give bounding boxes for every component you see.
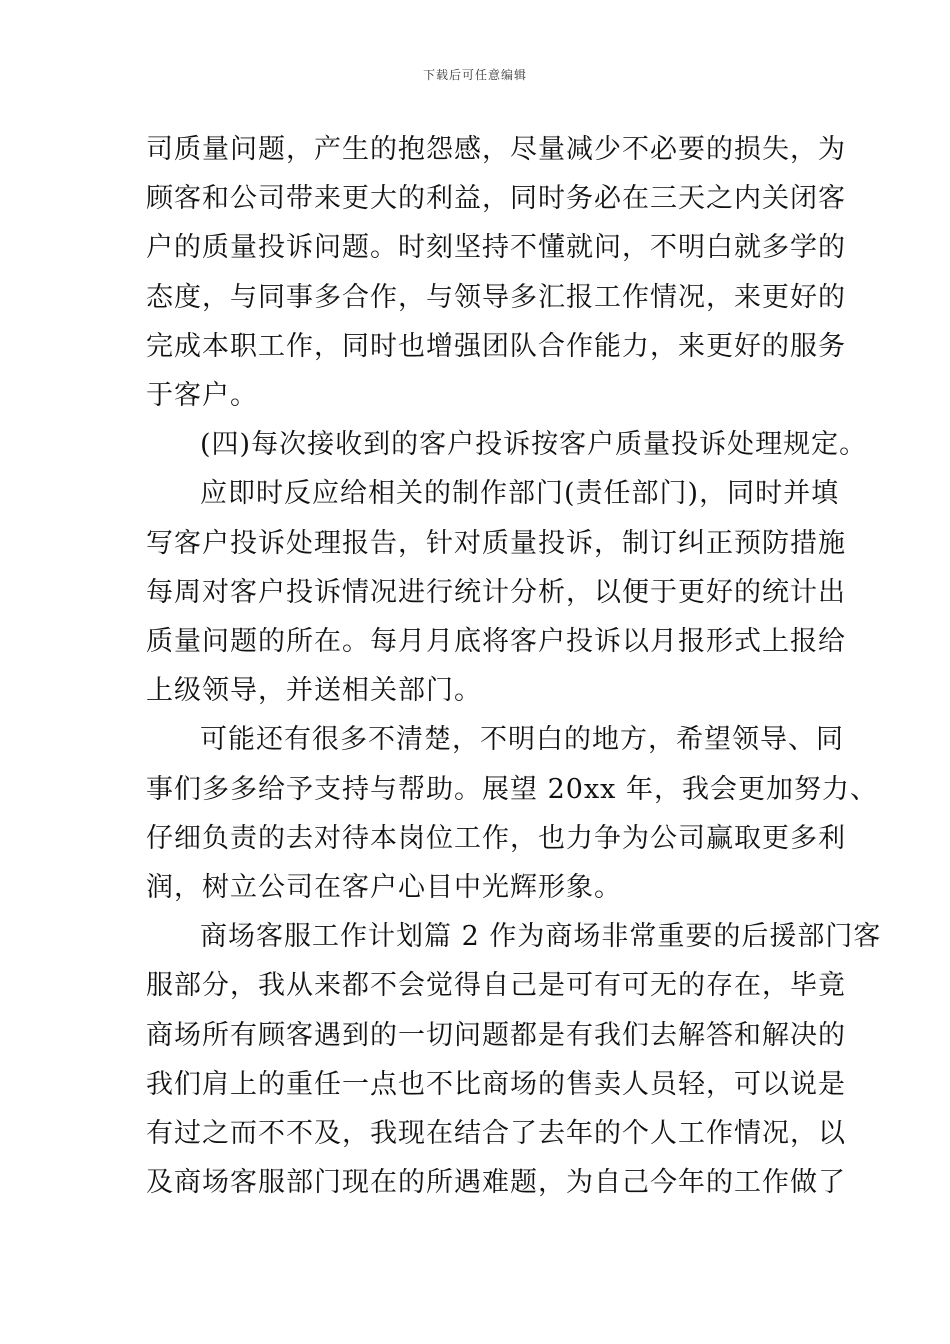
- paragraph-first-line: 可能还有很多不清楚，不明白的地方，希望领导、同: [200, 724, 844, 756]
- paragraph-line: 户的质量投诉问题。时刻坚持不懂就问，不明白就多学的: [146, 232, 846, 264]
- paragraph-line: 商场所有顾客遇到的一切问题都是有我们去解答和解决的: [146, 1019, 846, 1051]
- paragraph-line: 态度，与同事多合作，与领导多汇报工作情况，来更好的: [146, 281, 846, 313]
- paragraph-line: 于客户。: [146, 380, 258, 411]
- header-note: 下载后可任意编辑: [422, 68, 527, 82]
- paragraph-line: 顾客和公司带来更大的利益，同时务必在三天之内关闭客: [146, 183, 846, 215]
- paragraph-line: 上级领导，并送相关部门。: [146, 675, 482, 707]
- paragraph-line: 我们肩上的重任一点也不比商场的售卖人员轻，可以说是: [146, 1068, 846, 1100]
- paragraph-line: 质量问题的所在。每月月底将客户投诉以月报形式上报给: [146, 626, 846, 657]
- paragraph-line: 每周对客户投诉情况进行统计分析，以便于更好的统计出: [146, 576, 846, 608]
- paragraph-line: 有过之而不不及，我现在结合了去年的个人工作情况，以: [146, 1118, 846, 1149]
- paragraph-line: 及商场客服部门现在的所遇难题，为自己今年的工作做了: [146, 1167, 846, 1199]
- paragraph-line: 写客户投诉处理报告，针对质量投诉，制订纠正预防措施: [146, 527, 846, 559]
- paragraph-first-line: 商场客服工作计划篇 2 作为商场非常重要的后援部门客: [200, 921, 882, 953]
- paragraph-first-line: 应即时反应给相关的制作部门(责任部门)，同时并填: [200, 478, 840, 510]
- paragraph-line: 完成本职工作，同时也增强团队合作能力，来更好的服务: [146, 330, 846, 362]
- paragraph-line: 润，树立公司在客户心目中光辉形象。: [146, 872, 622, 903]
- paragraph-line: 事们多多给予支持与帮助。展望 20xx 年，我会更加努力、: [146, 773, 878, 805]
- paragraph-line: 仔细负责的去对待本岗位工作，也力争为公司赢取更多利: [146, 822, 846, 854]
- paragraph-first-line: (四)每次接收到的客户投诉按客户质量投诉处理规定。: [200, 429, 868, 461]
- paragraph-line: 服部分，我从来都不会觉得自己是可有可无的存在，毕竟: [146, 970, 846, 1002]
- paragraph-line: 司质量问题，产生的抱怨感，尽量减少不必要的损失，为: [146, 134, 846, 165]
